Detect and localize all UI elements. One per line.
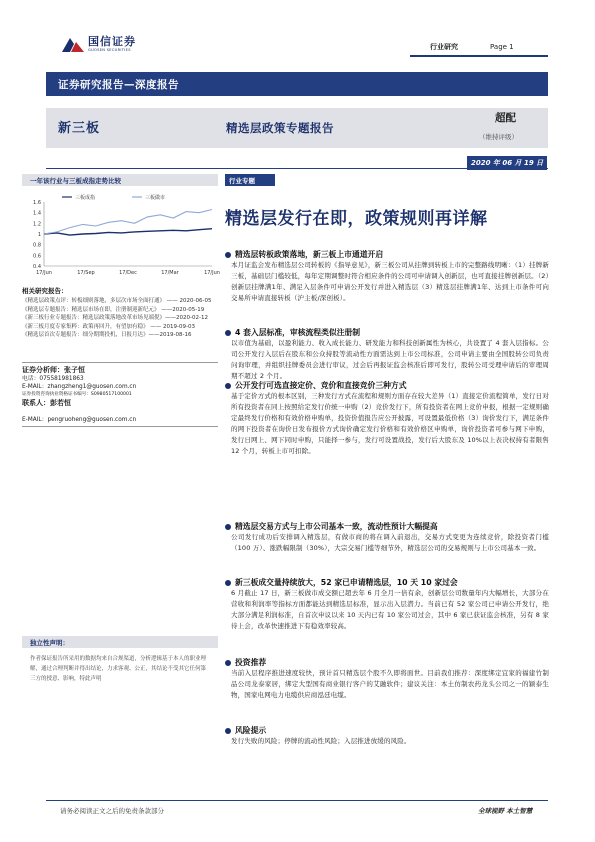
contact-name: 彭若恒 (50, 399, 71, 407)
x-tick-label: 17/Dec (119, 270, 137, 276)
bullet-icon (225, 660, 231, 666)
y-tick-label: 0.4 (33, 264, 41, 270)
y-tick-label: 1 (37, 232, 41, 238)
series-line-1 (44, 229, 212, 235)
section-heading: 精选层交易方式与上市公司基本一致，流动性预计大幅提高 (225, 521, 438, 532)
y-tick-label: 1.2 (33, 221, 41, 228)
section-heading: 新三板成交量持续放大，52 家已申请精选层，10 天 10 家过会 (225, 577, 458, 588)
logo (62, 32, 162, 56)
analyst-name: 张子恒 (64, 366, 85, 374)
section-heading: 4 套入层标准，审核流程类似注册制 (225, 327, 360, 338)
footer-slogan: 全球视野 本土智慧 (478, 807, 533, 815)
bullet-icon (225, 580, 231, 586)
related-item[interactable]: 《精选层政策点评：转板细则落地，多层次市场全面打通》 —— 2020-06-05 (22, 298, 212, 304)
legend-label: 三板做市 (145, 195, 166, 201)
analyst-email[interactable]: E-MAIL：zhangzheng1@guosen.com.cn (22, 384, 137, 390)
report-date: 2020 年 06 月 19 日 (467, 156, 547, 170)
section-heading: 精选层转板政策落地，新三板上市通道开启 (225, 249, 383, 260)
contact-header: 联系人： (22, 399, 50, 407)
left-divider (22, 362, 218, 363)
analyst-phone: 电话：075581981863 (22, 376, 84, 382)
header-rule (410, 55, 548, 57)
section-body: 以市值为基础，以盈利能力、收入成长能力、研发能力和科技创新属性为核心，共设置了 4 套入层指标。公司公开发行入层后在股东和公众持股等流动性方面需达到上市公司标准，公司申请主要由全国股转公司负责问询审理，并组织挂牌委员会进行审议，过会后再报证监会核准后即可发行，股转公司受理申请后的审理周期不超过 2 个月。 (231, 339, 549, 380)
logo-text-en: GUOSEN SECURITIES (88, 47, 131, 52)
related-header: 相关研究报告： (22, 287, 68, 295)
section-body: 发行失败的风险；停牌的流动性风险；入层推进放缓的风险。 (231, 737, 411, 745)
contact-email[interactable]: E-MAIL：pengruoheng@guosen.com.cn (22, 417, 137, 423)
rating-note: （维持评级） (479, 133, 518, 141)
logo-text-cn: 国信证券 (88, 34, 136, 48)
disclaimer-header: 独立性声明： (22, 636, 218, 648)
y-tick-label: 1.6 (33, 200, 41, 206)
trend-chart (22, 190, 218, 278)
x-tick-label: 17/Mar (161, 270, 179, 276)
rating: 超配 (495, 112, 516, 124)
section-body: 6 月截止 17 日，新三板做市成交额已超去年 6 月全月一倍有余，创新层公司数量年内大幅增长，大部分在营收和利润率等指标方面都能达到精选层标准，显示出入层潜力。当前已有 52 家公司已申请公开发行，绝大部分满足利润标准，自首次申议以来 10 天内已有 10 家公司过会，其中 6 家已获证监会核准，另有 8 家待上会，改革快速推进下有稳效率较高。 (231, 589, 549, 630)
analyst-header: 证券分析师： (22, 366, 64, 374)
y-tick-label: 0.8 (33, 242, 41, 249)
section-heading: 风险提示 (225, 725, 266, 736)
report-banner: 证券研究报告—深度报告 (46, 72, 548, 96)
industry-label: 新三板 (58, 121, 101, 136)
bullet-icon (225, 524, 231, 530)
bullet-icon (225, 728, 231, 734)
bullet-icon (225, 330, 231, 336)
report-subject: 精选层政策专题报告 (226, 121, 334, 135)
section-body: 本月证监会发布精选层公司转板的《指导意见》，新三板公司从挂牌到转板上市的完整路线明晰：（1）挂牌新三板，基础层门槛较低，每年定期调整时符合相应条件的公司可申请调入创新层，也可直接挂牌创新层。（2）创新层挂牌满1年、满足入层条件可申请公开发行并进入精选层（3）精选层挂牌满1年、达到上市条件可向交易所申请直接转板（沪主板/深创板）。 (231, 261, 549, 302)
section-heading: 投资推荐 (225, 657, 266, 668)
report-type: 行业研究 (424, 40, 474, 54)
x-tick-label: 17/Jun (204, 270, 220, 276)
footer-disclaimer: 请务必阅读正文之后的免责条款部分 (60, 807, 164, 815)
y-tick-label: 0.6 (33, 253, 41, 260)
related-item[interactable]: 《新三板行业专题报告：精选层政策落地改革市场见端倪》——2020-02-12 (22, 315, 208, 322)
related-list (22, 297, 218, 340)
related-item[interactable]: 《精选层首次专题报告：细分期期投机，日报月达》——2019-08-16 (22, 332, 192, 339)
related-item[interactable]: 《精选层专题报告：精选层市场在即，注册制迎新纪元》 ——2020-05-19 (22, 306, 205, 313)
page-label: Page 1 (484, 40, 550, 54)
bullet-icon (225, 252, 231, 258)
date-rule (46, 168, 548, 169)
legend-label: 三板成指 (75, 195, 96, 201)
guosen-logo-icon (62, 34, 84, 54)
related-item[interactable]: 《新三板月度专家集粹：政策再回升，有望加有稳》 —— 2019-09-03 (22, 323, 195, 330)
analyst-block (22, 366, 136, 424)
report-title: 精选层发行在即，政策规则再详解 (225, 209, 488, 229)
footer-rule (46, 800, 548, 801)
section-body: 基于定价方式的根本区别，三种发行方式在流程和规则方面存在较大差异（1）直接定价流程简单，发行日对所有投资者在同上按照给定发行价统一申购（2）竞价发行下，所有投资者在网上竞价申报，根据一定规则确定最终发行价格和有效价格申购单，投资价值报告应公开披露，可设置最低价格（3）询价发行下，满足条件的网下投资者在询价日发布报价方式询价确定发行价格和有效价格区申购单，询价投资者可参与网下申购，发行日网上、网下同时申购，只能择一参与，发行可设置战投，发行后大股东及 10%以上表决权持有者限售 12 个月，转板上市可扣除。 (231, 392, 549, 455)
section-body: 当前入层程序推进速度较快，预计首只精选层个股不久即将面世。目前我们推荐：深度绑定宜家的福建竹制品公司龙泰家居，绑定大型国有商业银行客户的艾融软件；建议关注：本土仿制农药龙头公司之一的颖泰生物，国家电网电力电缆供应商泓廷电缆。 (231, 669, 549, 699)
section-heading: 公开发行可选直接定价、竞价和直接竞价三种方式 (225, 380, 407, 391)
section-body: 公司发行成功后安排调入精选层，有做市商的将在调入前退出，交易方式变更为连续竞价，除投资者门槛（100 万）、涨跌幅限制（30%），大宗交易门槛等细节外，精选层公司的交易规则与上市公司基本一致。 (231, 533, 549, 552)
bullet-icon (225, 383, 231, 389)
section-tag: 行业专题 (225, 174, 275, 186)
analyst-cert: 证券投资咨询执业资格证书编号：S0980517100001 (22, 392, 132, 397)
x-tick-label: 17/Jun (36, 270, 52, 276)
x-tick-label: 17/Sep (77, 270, 95, 276)
chart-header: 一年该行业与三板成指走势比较 (22, 174, 218, 186)
left-divider (22, 426, 218, 427)
y-tick-label: 1.4 (33, 210, 41, 217)
trend-chart-svg (22, 190, 218, 278)
disclaimer-text: 作者保证报告所采用的数据均来自合规渠道，分析逻辑基于本人的职业理解，通过合理判断并得出结论，力求客观、公正，其结论不受其它任何第三方的授意、影响，特此声明 (30, 656, 207, 682)
